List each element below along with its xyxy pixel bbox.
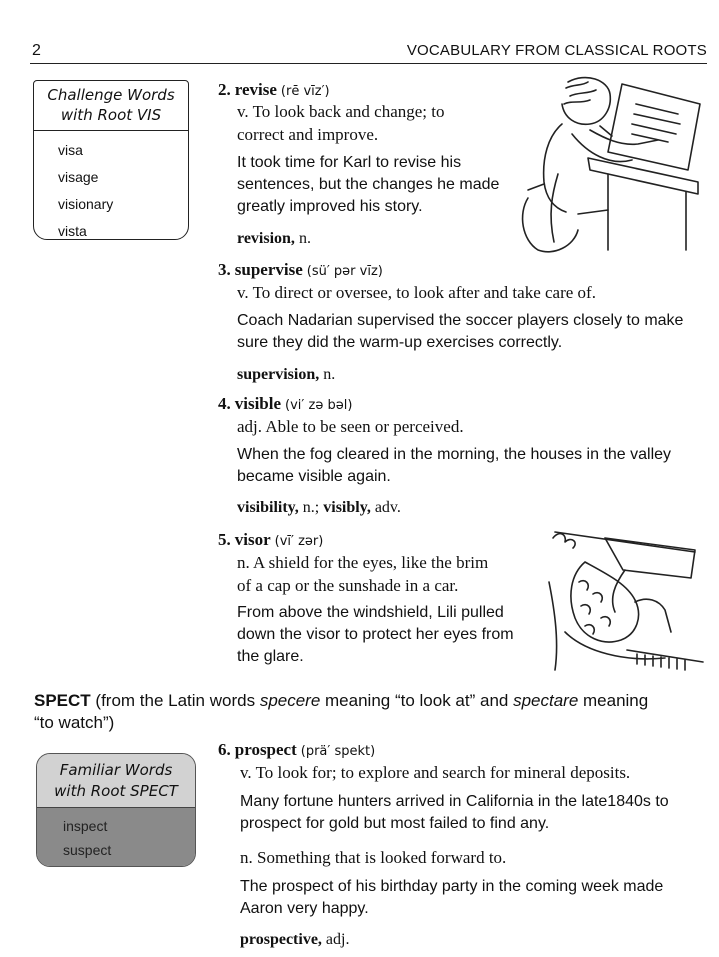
challenge-words-box [33, 80, 189, 240]
page-number: 2 [32, 42, 41, 59]
example-line: Aaron very happy. [240, 900, 369, 917]
challenge-word-list [34, 131, 188, 245]
challenge-word: visa [58, 142, 83, 158]
root-intro-text: “to watch”) [34, 713, 115, 732]
example-line: sentences, but the changes he made [237, 176, 500, 193]
example-line: It took time for Karl to revise his [237, 154, 462, 171]
root-intro-text: meaning “to look at” and [320, 691, 514, 710]
running-head: VOCABULARY FROM CLASSICAL ROOTS [406, 42, 707, 59]
derivative-pos: n. [323, 366, 336, 383]
root-intro-text: (from the Latin words [90, 691, 260, 710]
entry-prospect-example-noun [240, 876, 663, 920]
entry-prospect-definition-verb [240, 761, 630, 784]
entry-revise-derivative [237, 230, 311, 248]
entry-visor-headword [218, 530, 323, 550]
challenge-box-title-line1: Challenge Words [47, 86, 175, 104]
entry-revise-headword [218, 80, 330, 100]
familiar-words-box [36, 753, 196, 867]
challenge-word: visage [58, 169, 99, 185]
entry-number: 5. [218, 530, 231, 549]
entry-number: 3. [218, 260, 231, 279]
entry-visor-definition [237, 551, 488, 597]
derivative-pos: n.; [302, 499, 320, 516]
car-visor-illustration [545, 522, 705, 672]
entry-word: revise [234, 80, 277, 99]
entry-supervise-headword [218, 260, 383, 280]
definition-line: correct and improve. [237, 125, 379, 144]
example-line: From above the windshield, Lili pulled [237, 604, 504, 621]
example-line: Many fortune hunters arrived in California in the late1840s to [240, 793, 669, 810]
familiar-word-list [37, 808, 195, 862]
derivative-word: revision, [237, 230, 295, 247]
entry-pronunciation: (prä′ spekt) [300, 744, 376, 759]
header-rule [30, 63, 707, 64]
root-name: SPECT [34, 691, 91, 710]
example-line: prospect for gold but most failed to find any. [240, 815, 550, 832]
entry-prospect-derivative [240, 931, 349, 949]
definition-line: v. To look back and change; to [237, 102, 445, 121]
derivative-word: visibly, [323, 499, 371, 516]
derivative-pos: adj. [325, 931, 350, 948]
root-spect-intro [34, 690, 714, 734]
entry-supervise-example [237, 310, 683, 354]
derivative-word: prospective, [240, 931, 322, 948]
example-line: Coach Nadarian supervised the soccer players closely to make [237, 312, 684, 329]
entry-supervise-derivative [237, 366, 335, 384]
latin-word: spectare [513, 691, 579, 710]
entry-word: supervise [234, 260, 303, 279]
entry-number: 4. [218, 394, 231, 413]
entry-word: visible [234, 394, 282, 413]
entry-visor-example [237, 602, 514, 668]
definition-line: n. Something that is looked forward to. [240, 848, 507, 867]
derivative-word: supervision, [237, 366, 320, 383]
definition-line: adj. Able to be seen or perceived. [237, 417, 464, 436]
example-line: the glare. [237, 648, 304, 665]
challenge-box-title-line2: with Root VIS [60, 106, 162, 124]
entry-pronunciation: (vī′ zər) [274, 534, 324, 549]
derivative-pos: n. [298, 230, 311, 247]
entry-word: visor [234, 530, 271, 549]
definition-line: v. To direct or oversee, to look after and take care of. [237, 283, 596, 302]
familiar-box-title-line2: with Root SPECT [54, 782, 178, 800]
entry-pronunciation: (sü′ pər vīz) [306, 264, 383, 279]
entry-visible-headword [218, 394, 352, 414]
definition-line: of a cap or the sunshade in a car. [237, 576, 459, 595]
challenge-box-title [34, 81, 188, 131]
definition-line: v. To look for; to explore and search for mineral deposits. [240, 763, 631, 782]
entry-visible-definition [237, 415, 464, 438]
entry-visible-derivative [237, 499, 401, 517]
example-line: greatly improved his story. [237, 198, 423, 215]
entry-prospect-definition-noun [240, 846, 506, 869]
entry-supervise-definition [237, 281, 596, 304]
example-line: down the visor to protect her eyes from [237, 626, 514, 643]
entry-prospect-example-verb [240, 791, 669, 835]
entry-number: 6. [218, 740, 231, 759]
challenge-word: vista [58, 223, 87, 239]
entry-visible-example [237, 444, 671, 488]
familiar-box-title [37, 754, 195, 808]
root-intro-text: meaning [578, 691, 649, 710]
entry-revise-example [237, 152, 499, 218]
derivative-pos: adv. [374, 499, 401, 516]
entry-number: 2. [218, 80, 231, 99]
entry-pronunciation: (rē vīz′) [280, 84, 330, 99]
example-line: When the fog cleared in the morning, the houses in the valley [237, 446, 672, 463]
entry-word: prospect [234, 740, 297, 759]
familiar-word: suspect [63, 842, 112, 858]
definition-line: n. A shield for the eyes, like the brim [237, 553, 489, 572]
entry-pronunciation: (vi′ zə bəl) [285, 398, 353, 413]
familiar-box-title-line1: Familiar Words [59, 761, 173, 779]
entry-revise-definition [237, 100, 444, 146]
example-line: The prospect of his birthday party in the coming week made [240, 878, 664, 895]
derivative-word: visibility, [237, 499, 299, 516]
familiar-word: inspect [63, 818, 108, 834]
familiar-box-body [37, 808, 195, 867]
example-line: sure they did the warm-up exercises correctly. [237, 334, 563, 351]
example-line: became visible again. [237, 468, 391, 485]
entry-prospect-headword [218, 740, 375, 760]
wheelchair-writer-illustration [508, 74, 708, 254]
latin-word: specere [259, 691, 321, 710]
challenge-word: visionary [58, 196, 114, 212]
